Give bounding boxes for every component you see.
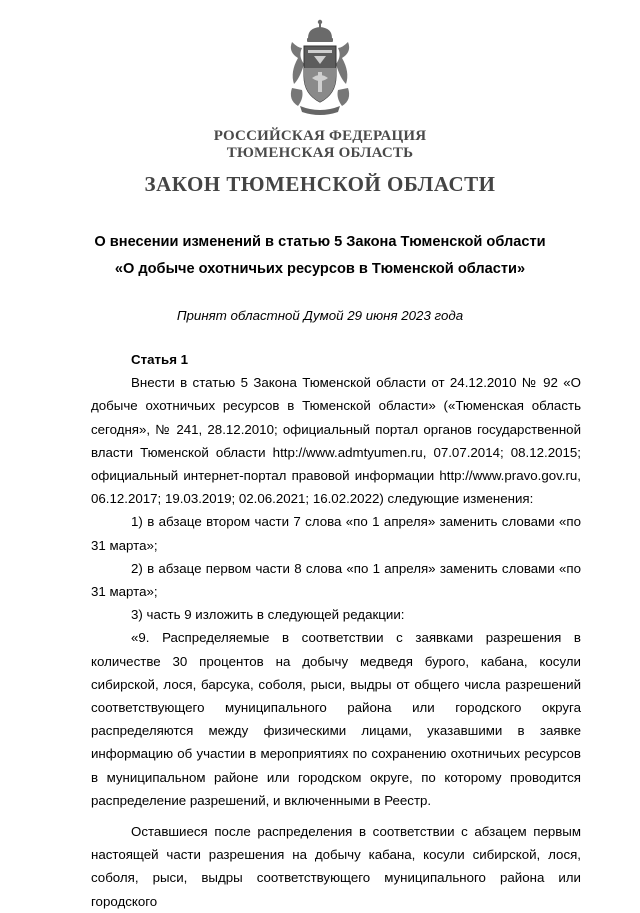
coat-of-arms-emblem [284,18,356,118]
paragraph-item-1: 1) в абзаце втором части 7 слова «по 1 апреля» заменить словами «по 31 марта»; [91,514,581,553]
article-heading: Статья 1 [131,352,189,367]
country-heading: РОССИЙСКАЯ ФЕДЕРАЦИЯ [213,128,427,144]
region-heading: ТЮМЕНСКАЯ ОБЛАСТЬ [226,145,414,161]
document-title-line-1: О внесении изменений в статью 5 Закона Тюменской области [94,234,546,250]
paragraph-item-3: 3) часть 9 изложить в следующей редакции: [131,607,405,623]
paragraph-remaining: Оставшиеся после распределения в соответствии с абзацем первым настоящей части разрешения на добычу кабана, косули сибирской, лося, соболя, рыси, выдры соответствующего муниципального района или городского [91,824,581,909]
document-title-line-2: «О добыче охотничьих ресурсов в Тюменской области» [114,261,526,277]
document-body [91,348,581,913]
law-title: ЗАКОН ТЮМЕНСКОЙ ОБЛАСТИ [144,172,496,196]
paragraph-item-2: 2) в абзаце первом части 8 слова «по 1 апреля» заменить словами «по 31 марта»; [91,560,581,600]
paragraph-amendment-intro: Внести в статью 5 Закона Тюменской области от 24.12.2010 № 92 «О добыче охотничьих ресурсов в Тюменской области» («Тюменская область сегодня», № 241, 28.12.2010; официальный портал органов государственной власти Тюменской области http://www.admtyumen.ru, 07.07.2014; 08.12.2015; официальный интернет-портал правовой информации http://www.pravo.gov.ru, 06.12.2017; 19.03.2019; 02.06.2021; 16.02.2022) следующие изменения: [91,375,581,507]
adoption-note: Принят областной Думой 29 июня 2023 года [176,308,464,323]
paragraph-part-9: «9. Распределяемые в соответствии с заявками разрешения в количестве 30 процентов на добычу медведя бурого, кабана, косули сибирской, лося, барсука, соболя, рыси, выдры от общего числа разрешений соответствующего муниципального района или городского округа распределяются между физическими лицами, указавшими в заявке информацию об участии в мероприятиях по сохранению охотничьих ресурсов в муниципальном районе или городском округе, по которому проводится распределение разрешений, и включенными в Реестр. [91,630,581,808]
